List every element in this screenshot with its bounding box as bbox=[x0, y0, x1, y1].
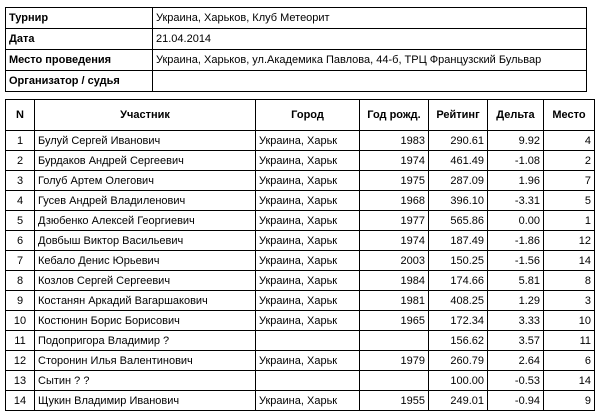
table-row bbox=[6, 271, 595, 291]
cell-delta: 5.81 bbox=[488, 271, 544, 291]
cell-participant: Козлов Сергей Сергеевич bbox=[35, 271, 256, 291]
table-row bbox=[6, 311, 595, 331]
cell-place: 1 bbox=[544, 211, 595, 231]
date-row bbox=[6, 29, 587, 50]
cell-city: Украина, Харьк bbox=[256, 251, 360, 271]
cell-rating: 396.10 bbox=[429, 191, 488, 211]
cell-delta: -1.56 bbox=[488, 251, 544, 271]
cell-city: Украина, Харьк bbox=[256, 171, 360, 191]
cell-city: Украина, Харьк bbox=[256, 351, 360, 371]
cell-rating: 187.49 bbox=[429, 231, 488, 251]
cell-delta: -3.31 bbox=[488, 191, 544, 211]
col-header-participant: Участник bbox=[35, 100, 256, 131]
col-header-city: Город bbox=[256, 100, 360, 131]
table-row bbox=[6, 291, 595, 311]
venue-value: Украина, Харьков, ул.Академика Павлова, 44-б, ТРЦ Французский Бульвар bbox=[153, 50, 587, 71]
cell-number: 5 bbox=[6, 211, 35, 231]
cell-city: Украина, Харьк bbox=[256, 211, 360, 231]
cell-rating: 249.01 bbox=[429, 391, 488, 411]
cell-participant: Голуб Артем Олегович bbox=[35, 171, 256, 191]
cell-rating: 174.66 bbox=[429, 271, 488, 291]
cell-participant: Бурдаков Андрей Сергеевич bbox=[35, 151, 256, 171]
cell-participant: Костюнин Борис Борисович bbox=[35, 311, 256, 331]
cell-delta: 3.33 bbox=[488, 311, 544, 331]
cell-city: Украина, Харьк bbox=[256, 391, 360, 411]
cell-birth-year: 2003 bbox=[360, 251, 429, 271]
cell-participant: Гусев Андрей Владиленович bbox=[35, 191, 256, 211]
cell-birth-year: 1968 bbox=[360, 191, 429, 211]
cell-number: 11 bbox=[6, 331, 35, 351]
col-header-number: N bbox=[6, 100, 35, 131]
organizer-label: Организатор / судья bbox=[6, 71, 153, 92]
table-row bbox=[6, 371, 595, 391]
cell-city bbox=[256, 331, 360, 351]
venue-row bbox=[6, 50, 587, 71]
cell-participant: Щукин Владимир Иванович bbox=[35, 391, 256, 411]
cell-city: Украина, Харьк bbox=[256, 151, 360, 171]
tournament-info-table bbox=[5, 7, 587, 92]
cell-number: 3 bbox=[6, 171, 35, 191]
cell-number: 1 bbox=[6, 131, 35, 151]
cell-birth-year: 1984 bbox=[360, 271, 429, 291]
cell-city: Украина, Харьк bbox=[256, 231, 360, 251]
table-row bbox=[6, 331, 595, 351]
tournament-value: Украина, Харьков, Клуб Метеорит bbox=[153, 8, 587, 29]
col-header-rating: Рейтинг bbox=[429, 100, 488, 131]
cell-place: 7 bbox=[544, 171, 595, 191]
cell-delta: 9.92 bbox=[488, 131, 544, 151]
col-header-delta: Дельта bbox=[488, 100, 544, 131]
results-body bbox=[6, 131, 595, 411]
results-table bbox=[5, 99, 595, 411]
cell-delta: 0.00 bbox=[488, 211, 544, 231]
cell-number: 4 bbox=[6, 191, 35, 211]
col-header-birth-year: Год рожд. bbox=[360, 100, 429, 131]
table-row bbox=[6, 231, 595, 251]
cell-rating: 408.25 bbox=[429, 291, 488, 311]
cell-place: 4 bbox=[544, 131, 595, 151]
table-row bbox=[6, 391, 595, 411]
cell-participant: Довбыш Виктор Васильевич bbox=[35, 231, 256, 251]
cell-place: 3 bbox=[544, 291, 595, 311]
cell-birth-year: 1974 bbox=[360, 231, 429, 251]
cell-city: Украина, Харьк bbox=[256, 271, 360, 291]
cell-rating: 461.49 bbox=[429, 151, 488, 171]
cell-delta: 2.64 bbox=[488, 351, 544, 371]
table-row bbox=[6, 211, 595, 231]
cell-place: 6 bbox=[544, 351, 595, 371]
cell-birth-year: 1979 bbox=[360, 351, 429, 371]
cell-delta: -1.86 bbox=[488, 231, 544, 251]
cell-delta: 3.57 bbox=[488, 331, 544, 351]
cell-place: 10 bbox=[544, 311, 595, 331]
cell-birth-year bbox=[360, 331, 429, 351]
cell-rating: 100.00 bbox=[429, 371, 488, 391]
tournament-label: Турнир bbox=[6, 8, 153, 29]
cell-number: 8 bbox=[6, 271, 35, 291]
cell-number: 10 bbox=[6, 311, 35, 331]
cell-participant: Подопригора Владимир ? bbox=[35, 331, 256, 351]
cell-number: 12 bbox=[6, 351, 35, 371]
cell-city: Украина, Харьк bbox=[256, 131, 360, 151]
cell-place: 14 bbox=[544, 251, 595, 271]
cell-delta: 1.96 bbox=[488, 171, 544, 191]
cell-rating: 287.09 bbox=[429, 171, 488, 191]
cell-participant: Дзюбенко Алексей Георгиевич bbox=[35, 211, 256, 231]
table-row bbox=[6, 171, 595, 191]
table-row bbox=[6, 151, 595, 171]
cell-city bbox=[256, 371, 360, 391]
cell-place: 9 bbox=[544, 391, 595, 411]
tournament-row bbox=[6, 8, 587, 29]
col-header-place: Место bbox=[544, 100, 595, 131]
cell-delta: -0.53 bbox=[488, 371, 544, 391]
cell-birth-year: 1974 bbox=[360, 151, 429, 171]
cell-number: 6 bbox=[6, 231, 35, 251]
cell-rating: 150.25 bbox=[429, 251, 488, 271]
cell-number: 9 bbox=[6, 291, 35, 311]
cell-birth-year: 1955 bbox=[360, 391, 429, 411]
organizer-row bbox=[6, 71, 587, 92]
cell-birth-year: 1975 bbox=[360, 171, 429, 191]
cell-number: 14 bbox=[6, 391, 35, 411]
cell-city: Украина, Харьк bbox=[256, 311, 360, 331]
cell-place: 2 bbox=[544, 151, 595, 171]
cell-number: 7 bbox=[6, 251, 35, 271]
cell-birth-year: 1981 bbox=[360, 291, 429, 311]
cell-rating: 172.34 bbox=[429, 311, 488, 331]
table-row bbox=[6, 131, 595, 151]
cell-delta: -0.94 bbox=[488, 391, 544, 411]
results-header-row bbox=[6, 100, 595, 131]
table-row bbox=[6, 191, 595, 211]
cell-city: Украина, Харьк bbox=[256, 291, 360, 311]
cell-birth-year: 1977 bbox=[360, 211, 429, 231]
cell-place: 12 bbox=[544, 231, 595, 251]
cell-place: 5 bbox=[544, 191, 595, 211]
cell-participant: Сытин ? ? bbox=[35, 371, 256, 391]
cell-delta: -1.08 bbox=[488, 151, 544, 171]
cell-rating: 565.86 bbox=[429, 211, 488, 231]
cell-number: 2 bbox=[6, 151, 35, 171]
cell-city: Украина, Харьк bbox=[256, 191, 360, 211]
cell-rating: 290.61 bbox=[429, 131, 488, 151]
organizer-value bbox=[153, 71, 587, 92]
cell-number: 13 bbox=[6, 371, 35, 391]
table-row bbox=[6, 251, 595, 271]
cell-rating: 156.62 bbox=[429, 331, 488, 351]
cell-delta: 1.29 bbox=[488, 291, 544, 311]
date-value: 21.04.2014 bbox=[153, 29, 587, 50]
cell-rating: 260.79 bbox=[429, 351, 488, 371]
cell-place: 11 bbox=[544, 331, 595, 351]
cell-birth-year: 1983 bbox=[360, 131, 429, 151]
cell-place: 14 bbox=[544, 371, 595, 391]
cell-birth-year bbox=[360, 371, 429, 391]
cell-participant: Булуй Сергей Иванович bbox=[35, 131, 256, 151]
date-label: Дата bbox=[6, 29, 153, 50]
table-row bbox=[6, 351, 595, 371]
cell-participant: Костанян Аркадий Вагаршакович bbox=[35, 291, 256, 311]
cell-place: 8 bbox=[544, 271, 595, 291]
cell-birth-year: 1965 bbox=[360, 311, 429, 331]
venue-label: Место проведения bbox=[6, 50, 153, 71]
cell-participant: Кебало Денис Юрьевич bbox=[35, 251, 256, 271]
cell-participant: Сторонин Илья Валентинович bbox=[35, 351, 256, 371]
